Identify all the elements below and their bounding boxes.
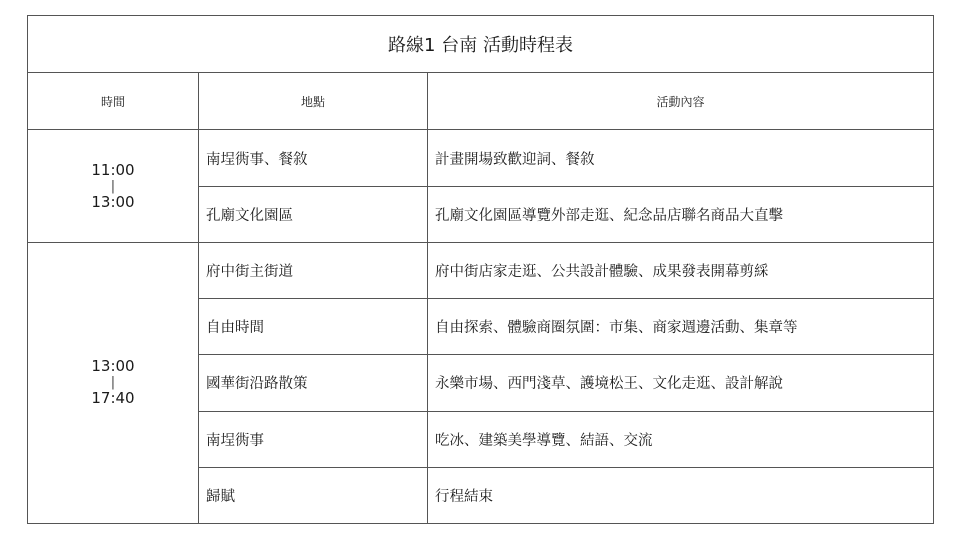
activity-cell: 吃冰、建築美學導覽、結語、交流 [428,411,934,467]
activity-cell: 永樂市場、西門淺草、護境松王、文化走逛、設計解說 [428,355,934,411]
table-row [28,130,934,186]
time-start: 11:00 [91,160,135,179]
time-separator: | [110,178,116,194]
time-start: 13:00 [91,357,135,376]
place-cell: 南埕衖事 [199,411,428,467]
place-cell: 孔廟文化園區 [199,186,428,242]
header-place: 地點 [199,73,428,130]
time-range-cell [28,130,199,242]
activity-cell: 府中街店家走逛、公共設計體驗、成果發表開幕剪綵 [428,242,934,298]
time-end: 13:00 [91,192,135,211]
schedule-table [27,15,934,524]
schedule-title: 路線1 台南 活動時程表 [28,16,934,73]
time-end: 17:40 [91,389,135,408]
header-time: 時間 [28,73,199,130]
place-cell: 南埕衖事、餐敘 [199,130,428,186]
activity-cell: 行程結束 [428,467,934,523]
place-cell: 自由時間 [199,299,428,355]
activity-cell: 孔廟文化園區導覽外部走逛、紀念品店聯名商品大直擊 [428,186,934,242]
place-cell: 府中街主街道 [199,242,428,298]
activity-cell: 計畫開場致歡迎詞、餐敘 [428,130,934,186]
time-range-cell [28,242,199,523]
place-cell: 國華街沿路散策 [199,355,428,411]
header-activity: 活動內容 [428,73,934,130]
place-cell: 歸賦 [199,467,428,523]
table-row [28,242,934,298]
time-separator: | [110,375,116,391]
activity-cell: 自由探索、體驗商圈氛圍：市集、商家週邊活動、集章等 [428,299,934,355]
